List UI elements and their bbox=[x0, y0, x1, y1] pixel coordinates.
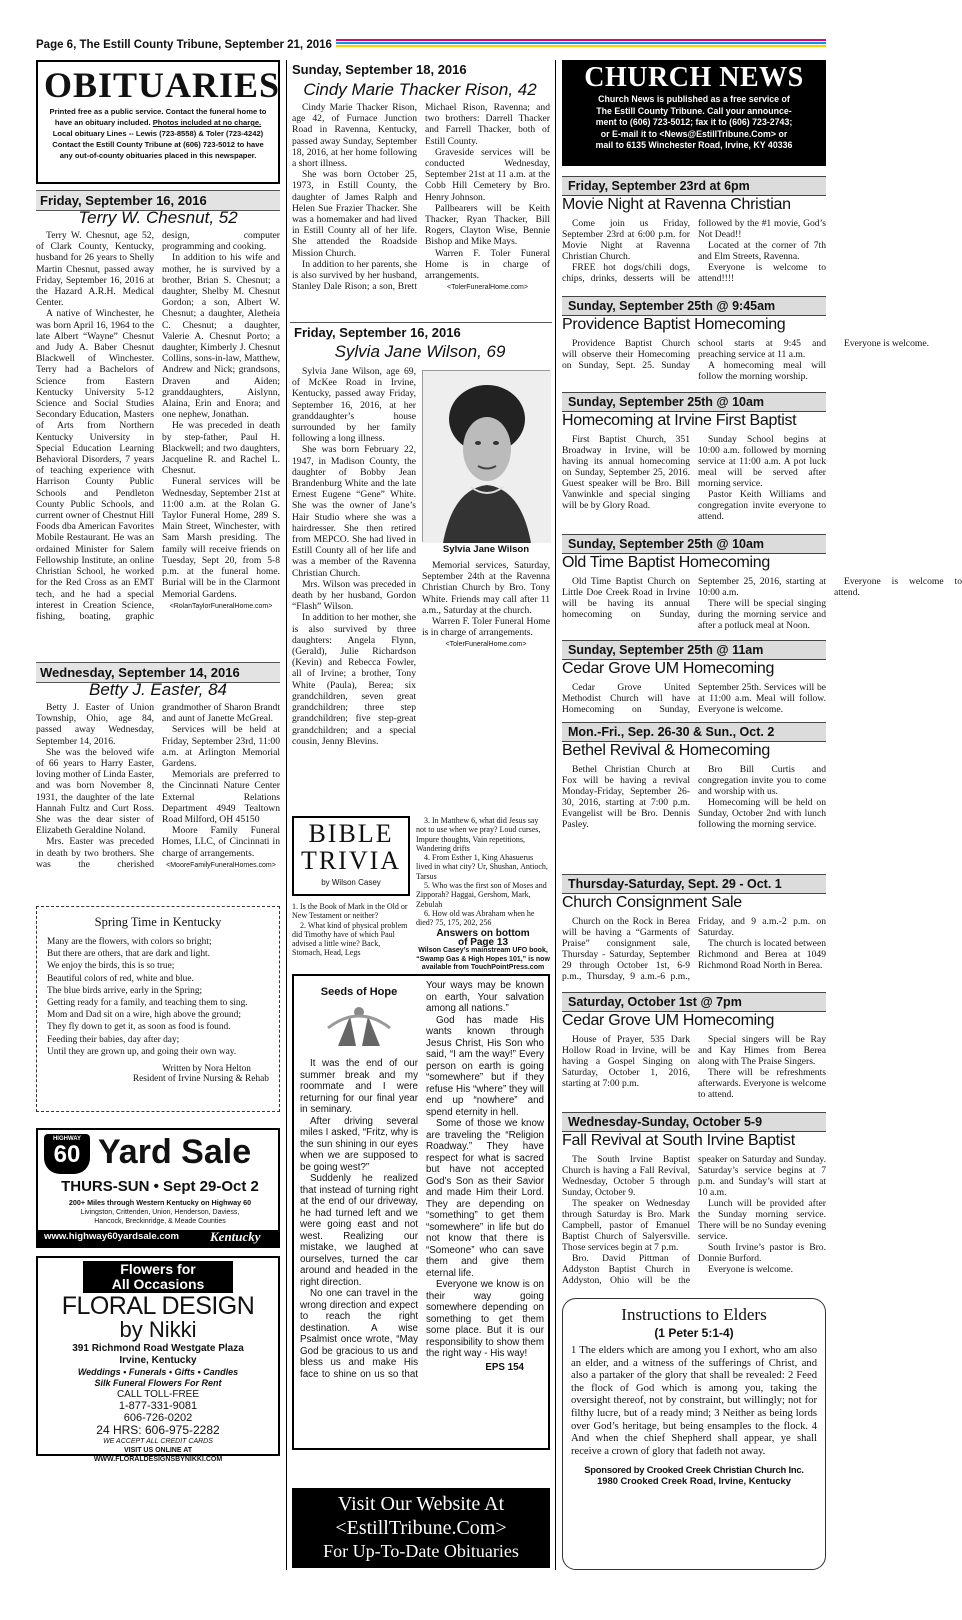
church-item-4-body bbox=[562, 682, 826, 718]
church-item-0-p2: Located at the corner of 7th and Elm Streets, Ravenna. bbox=[698, 240, 826, 262]
floral-ad bbox=[36, 1256, 280, 1463]
church-news-banner bbox=[562, 60, 826, 166]
portrait-image bbox=[423, 371, 551, 543]
elders-sponsor-2: 1980 Crooked Creek Road, Irvine, Kentucky bbox=[597, 1475, 791, 1487]
website-l1: Visit Our Website At bbox=[337, 1493, 505, 1515]
elders-box bbox=[562, 1298, 826, 1570]
kentucky-logo: Kentucky bbox=[210, 1229, 261, 1244]
church-item-6-body bbox=[562, 916, 826, 988]
church-item-0-body bbox=[562, 218, 826, 288]
rison-p5: Pallbearers will be Keith Thacker, Ryan Thacker, Bill Rogers, Clayton Wise, Bennie Bishop and Mike Mays. bbox=[425, 202, 550, 248]
floral-l2: All Occasions bbox=[111, 1276, 205, 1292]
elders-title: Instructions to Elders bbox=[621, 1305, 767, 1324]
rison-p4: Graveside services will be conducted Wednesday, September 21st at 11 a.m. at the Cobb Hill Cemetery by Bro. Henry Johnson. bbox=[425, 146, 550, 203]
easter-p2: She was the beloved wife of 66 years to Harry Easter, loving mother of Linda Easter, and was born November 8, 1931, the daughter of the late Hannah Fultz and Curt Ross. She was the dear sister of Elizabeth Geraldine Noland. bbox=[36, 746, 154, 837]
church-item-4-title: Cedar Grove UM Homecoming bbox=[562, 660, 775, 677]
seeds-logo-text: Seeds of Hope bbox=[320, 986, 398, 998]
church-item-8-p5: Everyone is welcome. bbox=[708, 1264, 793, 1275]
floral-visit: VISIT US ONLINE AT bbox=[123, 1447, 193, 1454]
floral-services: Weddings • Funerals • Gifts • Candles bbox=[77, 1367, 239, 1377]
wilson-body-left bbox=[292, 366, 416, 810]
church-item-3-date: Sunday, September 25th @ 10am bbox=[562, 534, 826, 554]
floral-url[interactable]: WWW.FLORALDESIGNSBYNIKKI.COM bbox=[93, 1456, 223, 1463]
seeds-p5: God has made His wants known through Jesus Christ, His Son who said, “I am the way!” Every person on earth is going “somewhere” but if they refuse His “where” they will end up “nowhere” and spend eternity in hell. bbox=[426, 1014, 544, 1118]
banner-line-3: Local obituary Lines -- Lewis (723-8558) & Toler (723-4242) bbox=[52, 129, 264, 138]
poem-line: Feeding their babies, day after day; bbox=[47, 1034, 180, 1045]
poem-line: Until they are grown up, and going their own way. bbox=[47, 1046, 237, 1057]
church-item-3-p0: Old Time Baptist Church on Little Doe Creek Road in Irvine will be having its annual homecoming on Sunday, September 25, 2016, starting at 10:00 a.m. bbox=[562, 576, 826, 620]
seeds-box bbox=[292, 974, 550, 1450]
church-item-6-p1: The church is located between Richmond and Berea at 1049 Richmond Road North in Berea. bbox=[698, 938, 826, 971]
church-news-title: CHURCH NEWS bbox=[584, 62, 804, 93]
banner-line-5: any out-of-county obituaries placed in this newspaper. bbox=[59, 151, 257, 160]
poem-title: Spring Time in Kentucky bbox=[94, 915, 222, 929]
easter-p3: Mrs. Easter was preceded in death by two brothers. She was the cherished grandmother of Sharon Brandt and aunt of Janette McGreal. bbox=[36, 702, 280, 870]
obituaries-title: OBITUARIES bbox=[44, 65, 281, 105]
easter-p4: Services will be held at Friday, September 23rd, 11:00 a.m. at Arlington Memorial Gardens. bbox=[162, 724, 280, 770]
page-header-text: Page 6, The Estill County Tribune, September 21, 2016 bbox=[36, 39, 332, 51]
church-item-3-title: Old Time Baptist Homecoming bbox=[562, 554, 770, 571]
trivia-q3: 3. In Matthew 6, what did Jesus say not to use when we pray? Loud curses, Impure thoughts, Vain repetitions, Wandering drifts bbox=[416, 816, 541, 853]
church-news-l4: or E-mail it to <News@EstillTribune.Com> or bbox=[600, 128, 788, 139]
chesnut-p1: Terry W. Chesnut, age 52, of Clark County, Kentucky, husband for 26 years to Shelly Martin Chesnut, passed away Friday, September 16, 2016 at the Hazard A.R.H. Medical Center. bbox=[36, 230, 154, 309]
church-item-7-date: Saturday, October 1st @ 7pm bbox=[562, 992, 826, 1012]
church-item-8-p2: Bro. David Pittman of Addyston Baptist Church in Addyston, Ohio will be the speaker on Saturday and Sunday. Saturday’s service begins at 7 p.m. and Sunday’s will start at 10 a.m. bbox=[562, 1154, 826, 1286]
poem-line: Many are the flowers, with colors so bright; bbox=[47, 937, 212, 947]
chesnut-date: Friday, September 16, 2016 bbox=[36, 190, 280, 211]
church-item-2-p1: Sunday School begins at 10:00 a.m. followed by morning service at 11:00 a.m. A pot luck meal will be served after morning service. bbox=[698, 434, 826, 489]
yardsale-ad bbox=[36, 1128, 280, 1248]
wilson-body-right bbox=[422, 560, 550, 810]
church-item-3-body bbox=[562, 576, 962, 636]
seeds-p6: Some of those we know are traveling the “Religion Roadway.” They have respect for what is sacred but have not accepted God’s Son as their Savior and made Him their Lord. They are depending on “something” to get them “somewhere” in life but do not know that there is “Someone” who can save them and give them eternal life. bbox=[426, 1118, 544, 1279]
church-item-6-title: Church Consignment Sale bbox=[562, 894, 742, 911]
floral-silk: Silk Funeral Flowers For Rent bbox=[94, 1378, 222, 1388]
poem-line: We enjoy the birds, this is so true; bbox=[47, 961, 175, 972]
banner-line-2a: have an obituary included. bbox=[54, 118, 153, 127]
church-item-7-p0: House of Prayer, 535 Dark Hollow Road in Irvine, will be having a Gospel Singing on Saturday, October 1, 2016, starting at 7:00 p.m. bbox=[562, 1034, 690, 1089]
church-item-8-p1: The speaker on Wednesday through Saturday is Bro. Mark Campbell, pastor of Emanuel Baptist Church of Salyersville. Those services begin at 7 p.m. bbox=[562, 1198, 690, 1253]
seeds-p7: Everyone we know is on their way going somewhere depending on something to get them some place. But it is our responsibility to show them the right way - His way! bbox=[426, 1279, 544, 1359]
church-item-7-title: Cedar Grove UM Homecoming bbox=[562, 1012, 775, 1029]
wilson-signature: <TolerFuneralHome.com> bbox=[445, 641, 527, 649]
poem-line: But there are others, that are dark and light. bbox=[47, 949, 210, 960]
church-item-8-p4: South Irvine’s pastor is Bro. Donnie Burford. bbox=[698, 1242, 826, 1264]
yardsale-sub: 200+ Miles through Western Kentucky on Highway 60 bbox=[68, 1198, 252, 1207]
church-item-2-p2: Pastor Keith Williams and congregation invite everyone to attend. bbox=[698, 489, 826, 522]
trivia-q2: 2. What kind of physical problem did Timothy have of which Paul advised a little wine? Back, Stomach, Head, Legs bbox=[292, 920, 408, 958]
church-item-5-p1: Bro Bill Curtis and congregation invite you to come and worship with us. bbox=[698, 764, 826, 797]
wilson-photo bbox=[422, 370, 550, 542]
chesnut-p3: In addition to his wife and mother, he is survived by a brother, Brian S. Chesnut; a daughter, Shelby M. Chesnut Gordon; a son, Albert W. Chesnut; a daughter, Aletheia C. Chesnut; a daughter, Valerie A. Chesnut Porto; a daughter, Kimberly J. Chesnut Collins, sons-in-law, Matthew, Andrew and Nick; grandsons, Draven and Aiden; granddaughters, Aislynn, Alaina, Erin and Enora; and one nephew, Jonathan. bbox=[162, 252, 280, 421]
wilson-name: Sylvia Jane Wilson, 69 bbox=[334, 342, 506, 361]
church-item-2-date: Sunday, September 25th @ 10am bbox=[562, 392, 826, 412]
wilson-p4: In addition to her mother, she is also survived by three daughters: Angela Flynn, (Gerald), Julie Richardson (Kevin) and Rebecca Fowler, all of Irvine; a brother, Tony White (Paula), Berea; six grandchildren, seven great grandchildren; three step grandchildren; five step-great grandchildren; and a special cousin, Jenny Blevins. bbox=[292, 612, 416, 747]
church-item-1-p1: A homecoming meal will follow the morning worship. bbox=[698, 360, 826, 382]
church-news-l5: mail to 6135 Winchester Road, Irvine, KY 40336 bbox=[595, 140, 793, 150]
obituaries-banner bbox=[36, 60, 280, 184]
wilson-p5: Memorial services, Saturday, September 24th at the Ravenna Christian Church by Bro. Tony White. Friends may call after 11 a.m., Saturday at the church. bbox=[422, 560, 550, 616]
church-item-1-title: Providence Baptist Homecoming bbox=[562, 316, 786, 333]
rison-name: Cindy Marie Thacker Rison, 42 bbox=[303, 80, 537, 99]
church-item-8-body bbox=[562, 1154, 826, 1292]
banner-line-4: Contact the Estill County Tribune at (606) 723-5012 to have bbox=[52, 140, 264, 149]
church-item-1-date: Sunday, September 25th @ 9:45am bbox=[562, 296, 826, 316]
wilson-caption: Sylvia Jane Wilson bbox=[442, 544, 530, 555]
floral-addr-2: Irvine, Kentucky bbox=[119, 1355, 197, 1366]
poem-author: Written by Nora Helton bbox=[162, 1064, 251, 1075]
easter-p6: Moore Family Funeral Homes, LLC, of Cincinnati in charge of arrangements. bbox=[162, 825, 280, 859]
page-header bbox=[36, 36, 826, 56]
wilson-date: Friday, September 16, 2016 bbox=[290, 322, 552, 342]
rison-signature: <TolerFuneralHome.com> bbox=[447, 284, 528, 292]
church-item-4-p0: Cedar Grove United Methodist Church will have Homecoming on Sunday, September 25th. Services will be at 11:00 a.m. Meal will follow. Everyone is welcome. bbox=[562, 682, 826, 715]
church-item-8-p0: The South Irvine Baptist Church is having a Fall Revival, Wednesday, October 5 through Sunday, October 9. bbox=[562, 1154, 690, 1198]
church-item-3-p2: Everyone is welcome to attend. bbox=[834, 576, 962, 598]
church-item-7-p1: Special singers will be Ray and Kay Himes from Berea along with The Praise Singers. bbox=[698, 1034, 826, 1067]
church-item-8-p3: Lunch will be provided after the Sunday morning service. There will be no Sunday evening service. bbox=[698, 1198, 826, 1242]
banner-line-2b: Photos included at no charge. bbox=[152, 118, 262, 127]
seeds-p3: Suddenly he realized that instead of turning right at the end of our driveway, he had turned left and we were going east and not west. Realizing our mistake, we laughed at ourselves, turned the car around and headed in the right direction. bbox=[300, 1173, 418, 1288]
floral-call: CALL TOLL-FREE bbox=[116, 1389, 200, 1400]
church-news-l3: ment to (606) 723-5012; fax it to (606) 723-2743; bbox=[595, 117, 793, 127]
church-news-l1: Church News is published as a free service of bbox=[598, 94, 790, 104]
floral-phone-2: 606-726-0202 bbox=[123, 1412, 193, 1424]
easter-date: Wednesday, September 14, 2016 bbox=[36, 662, 280, 683]
poem-line: The blue birds arrive, early in the Spring; bbox=[47, 985, 203, 996]
wilson-p3: Mrs. Wilson was preceded in death by her husband, Gordon “Flash” Wilson. bbox=[292, 578, 416, 613]
church-item-0-title: Movie Night at Ravenna Christian bbox=[562, 196, 791, 213]
elders-text: 1 The elders which are among you I exhort, who am also an elder, and a witness of the sufferings of Christ, and also a partaker of the glory that shall be revealed: 2 Feed the flock of God which is among you, taking the oversight thereof, not by constraint, but willingly; not for filthy lucre, but of a ready mind; 3 Neither as being lords over God’s heritage, but being ensamples to the flock. 4 And when the chief Shepherd shall appear, ye shall receive a crown of glory that fadeth not away. bbox=[571, 1345, 817, 1457]
easter-p5: Memorials are preferred to the Cincinnati Nature Center External Relations Department 4949 Tealtown Road Milford, OH 45150 bbox=[162, 769, 280, 826]
church-item-5-p2: Homecoming will be held on Sunday, October 2nd with lunch following the morning service. bbox=[698, 797, 826, 830]
poem-line: Getting ready for a family, and teaching them to sing. bbox=[47, 998, 248, 1009]
church-item-4-date: Sunday, September 25th @ 11am bbox=[562, 640, 826, 660]
seeds-eps: EPS 154 bbox=[485, 1361, 524, 1373]
wilson-p6: Warren F. Toler Funeral Home is in charge of arrangements. bbox=[422, 616, 550, 639]
seeds-body bbox=[300, 980, 544, 1442]
easter-name: Betty J. Easter, 84 bbox=[89, 680, 227, 699]
rison-date: Sunday, September 18, 2016 bbox=[292, 62, 467, 77]
church-item-2-title: Homecoming at Irvine First Baptist bbox=[562, 412, 797, 429]
floral-phone-1: 1-877-331-9081 bbox=[118, 1400, 198, 1412]
floral-addr-1: 391 Richmond Road Westgate Plaza bbox=[72, 1343, 244, 1354]
poem-residence: Resident of Irvine Nursing & Rehab bbox=[132, 1074, 269, 1085]
chesnut-p2: A native of Winchester, he was born April 16, 1964 to the late Albert “Wayne” Chesnut and Judy A. Baber Chesnut Blackwell of Winchester. Terry had a Bachelors of Science from Eastern Kentucky University 5-12 Science and Social Studies Secondary Education, Masters of Arts from Northern Kentucky University in Special Education Learning Behavioral Disorders, 7 years of teaching experience with Harrison County Public Schools and Pendleton County Public Schools, and current owner of Chestnut Hill Foods dba American Favorites Mobile Restaurant. He was an ordained Minister for Salem Fellowship Institute, an online Christian School, he worked for the Red Cross as an EMT tech, and he had a special interest in Creation Science, fishing, boating, graphic design, computer programming and cooking. bbox=[36, 230, 280, 622]
church-item-6-date: Thursday-Saturday, Sept. 29 - Oct. 1 bbox=[562, 874, 826, 894]
church-item-6-p0: Church on the Rock in Berea will be having a “Garments of Praise” consignment sale, Thursday - Saturday, September 29 through October 1st, 6-9 p.m., Thursday, 9 a.m.-6 p.m., Friday, and 9 a.m.-2 p.m. on Saturday. bbox=[562, 916, 826, 982]
rison-body bbox=[292, 102, 550, 314]
yardsale-dates: THURS-SUN • Sept 29-Oct 2 bbox=[61, 1178, 259, 1195]
church-item-5-date: Mon.-Fri., Sep. 26-30 & Sun., Oct. 2 bbox=[562, 722, 826, 742]
floral-title-2: by Nikki bbox=[119, 1317, 197, 1342]
rison-p2: She was born October 25, 1973, in Estill County, the daughter of James Ralph and Helen Sue Frazier Thacker. She was a homemaker and had lived in Estill County all of her life. She attended the Roadside Mission Church. bbox=[292, 169, 417, 259]
church-item-0-p3: Everyone is welcome to attend!!!! bbox=[698, 262, 826, 284]
yardsale-title: Yard Sale bbox=[98, 1133, 252, 1171]
trivia-logo-word-2: TRIVIA bbox=[300, 846, 402, 875]
highway-number: 60 bbox=[53, 1141, 81, 1168]
chesnut-p5: Funeral services will be Wednesday, September 21st at 11:00 a.m. at the Rolan G. Taylor Funeral Home, 289 S. Main Street, Winchester, with Sam Marsh presiding. The family will receive friends on Tuesday, Sept 20, from 5-8 p.m. at the funeral home. Burial will be in the Clarmont Memorial Gardens. bbox=[162, 476, 280, 600]
website-ad[interactable] bbox=[292, 1488, 550, 1568]
trivia-answers-1: Answers on bottom bbox=[436, 927, 530, 939]
poem-box bbox=[36, 906, 280, 1112]
poem-line: Mom and Dad sit on a wire, high above the ground; bbox=[47, 1010, 241, 1021]
color-bars bbox=[336, 39, 826, 48]
church-item-0-date: Friday, September 23rd at 6pm bbox=[562, 176, 826, 196]
trivia-q6: 6. How old was Abraham when he died? 75, 175, 202, 256 bbox=[416, 908, 535, 928]
church-news-l2: The Estill County Tribune. Call your announce- bbox=[596, 105, 792, 116]
church-item-0-p1: FREE hot dogs/chili dogs, chips, drinks, desserts will be followed by the #1 movie, God’s Not Dead!! bbox=[562, 218, 826, 284]
easter-body bbox=[36, 702, 280, 900]
yardsale-url[interactable]: www.highway60yardsale.com bbox=[44, 1231, 180, 1242]
church-item-5-p0: Bethel Christian Church at Fox will be having a revival Monday-Friday, September 26-30, 2016, starting at 7:00 p.m. Evangelist will be Bro. Dennis Pasley. bbox=[562, 764, 690, 830]
church-item-7-p2: There will be refreshments afterwards. Everyone is welcome to attend. bbox=[698, 1067, 826, 1100]
chesnut-name: Terry W. Chesnut, 52 bbox=[78, 208, 238, 227]
trivia-logo-word-1: BIBLE bbox=[308, 819, 394, 848]
banner-line-1: Printed free as a public service. Contact the funeral home to bbox=[49, 107, 267, 116]
seeds-p2: After driving several miles I asked, “Fritz, why is the sun shining in our eyes when we are supposed to be going west?” bbox=[300, 1115, 418, 1173]
church-item-3-p1: There will be special singing during the morning service and after a potluck meal at Noon. bbox=[698, 598, 826, 631]
rison-p3: In addition to her parents, she is also survived by her husband, Stanley Dale Rison; a son, Brett Michael Rison, Ravenna; and two brothers: Darrell Thacker and Farrell Thacker, both of Estill County. bbox=[292, 102, 550, 293]
trivia-box bbox=[292, 816, 550, 972]
chesnut-body bbox=[36, 230, 280, 656]
church-item-8-title: Fall Revival at South Irvine Baptist bbox=[562, 1132, 795, 1149]
church-item-2-body bbox=[562, 434, 826, 528]
trivia-promo: Wilson Casey’s mainstream UFO book, “Swamp Gas & High Hopes 101,” is now available from TouchPointPress.com bbox=[416, 947, 550, 972]
floral-hours: 24 HRS: 606-975-2282 bbox=[96, 1423, 220, 1437]
church-item-8-date: Wednesday-Sunday, October 5-9 bbox=[562, 1112, 826, 1132]
rison-p6: Warren F. Toler Funeral Home is in charge of arrangements. bbox=[425, 247, 550, 282]
trivia-author: by Wilson Casey bbox=[321, 878, 381, 887]
chesnut-signature: <RolanTaylorFuneralHome.com> bbox=[169, 602, 273, 610]
floral-l1: Flowers for bbox=[120, 1261, 196, 1277]
yardsale-towns-1: Livingston, Crittenden, Union, Henderson, Daviess, bbox=[80, 1209, 240, 1216]
church-item-0-p0: Come join us Friday, September 23rd at 6:00 p.m. for Movie Night at Ravenna Christian Church. bbox=[562, 218, 690, 262]
church-item-1-p2: Everyone is welcome. bbox=[844, 338, 929, 349]
poem-line: Beautiful colors of red, white and blue. bbox=[47, 973, 194, 984]
wilson-p2: She was born February 22, 1947, in Madison County, the daughter of Bobby Jean Brandenburg White and the late Ernest Eugene “Gene” White. She was the owner of Jane’s Hair Studio where she was a hairdresser. She then retired from MEPCO. She had lived in Estill County all of her life and was a member of the Ravenna Christian Church. bbox=[292, 444, 416, 579]
highway-label: HIGHWAY bbox=[52, 1136, 82, 1142]
elders-ref: (1 Peter 5:1-4) bbox=[654, 1326, 734, 1340]
easter-p1: Betty J. Easter of Union Township, Ohio, age 84, passed away Wednesday, September 14, 2016. bbox=[36, 702, 154, 747]
rison-p1: Cindy Marie Thacker Rison, age 42, of Furnace Junction Road in Ravenna, Kentucky, passed away Sunday, September 18, 2016, at her home following a short illness. bbox=[292, 102, 417, 170]
poem-line: They fly down to get it, as soon as food is found. bbox=[47, 1022, 231, 1033]
trivia-q4: 4. From Esther 1, King Ahasuerus lived in what city? Ur, Shushan, Antioch, Tarsus bbox=[416, 853, 548, 881]
website-l3: For Up-To-Date Obituaries bbox=[323, 1541, 519, 1561]
elders-sponsor-1: Sponsored by Crooked Creek Christian Church Inc. bbox=[584, 1464, 804, 1476]
seeds-p1: It was the end of our summer break and my roommate and I were returning for our final year in seminary. bbox=[300, 1058, 418, 1115]
church-item-1-body bbox=[562, 338, 929, 386]
trivia-q5: 5. Who was the first son of Moses and Zipporah? Haggai, Gershom, Mark, Zebulah bbox=[416, 881, 547, 909]
yardsale-towns-2: Hancock, Breckinridge, & Meade Counties bbox=[94, 1218, 226, 1225]
church-item-5-body bbox=[562, 764, 826, 868]
floral-title-1: FLORAL DESIGN bbox=[61, 1292, 255, 1320]
church-item-1-p0: Providence Baptist Church will observe their Homecoming on Sunday, Sept. 25. Sunday school starts at 9:45 and preaching service at 11 a.m. bbox=[562, 338, 826, 371]
website-l2: <EstillTribune.Com> bbox=[335, 1517, 507, 1539]
trivia-q1: 1. Is the Book of Mark in the Old or New Testament or neither? bbox=[292, 902, 408, 921]
church-item-2-p0: First Baptist Church, 351 Broadway in Irvine, will be having its annual homecoming on Sunday, September 25, 2016. Guest speaker will be Bro. Bill Vanwinkle and special singing will be by Glory Road. bbox=[562, 434, 690, 511]
highway-60-icon bbox=[44, 1134, 90, 1174]
chesnut-p4: He was preceded in death by step-father, Paul H. Blackwell; and two daughters, Jacqueline R. and Rachel L. Chesnut. bbox=[162, 420, 280, 477]
trivia-logo bbox=[292, 816, 410, 896]
wilson-p1: Sylvia Jane Wilson, age 69, of McKee Road in Irvine, Kentucky, passed away Friday, September 16, 2016, at her granddaughter’s house surrounded by her family following a long illness. bbox=[292, 366, 416, 445]
church-item-5-title: Bethel Revival & Homecoming bbox=[562, 742, 770, 759]
seeds-p4: No one can travel in the wrong direction and expect to reach the right destination. A wise Psalmist once wrote, “May God be gracious to us and bless us and make His face to shine on us so that Your ways may be known on earth, Your salvation among all nations.” bbox=[300, 980, 544, 1380]
easter-signature: <MooreFamilyFuneralHomes.com> bbox=[166, 861, 276, 869]
floral-credit: WE ACCEPT ALL CREDIT CARDS bbox=[103, 1438, 213, 1445]
trivia-answers-2: of Page 13 bbox=[457, 936, 509, 948]
